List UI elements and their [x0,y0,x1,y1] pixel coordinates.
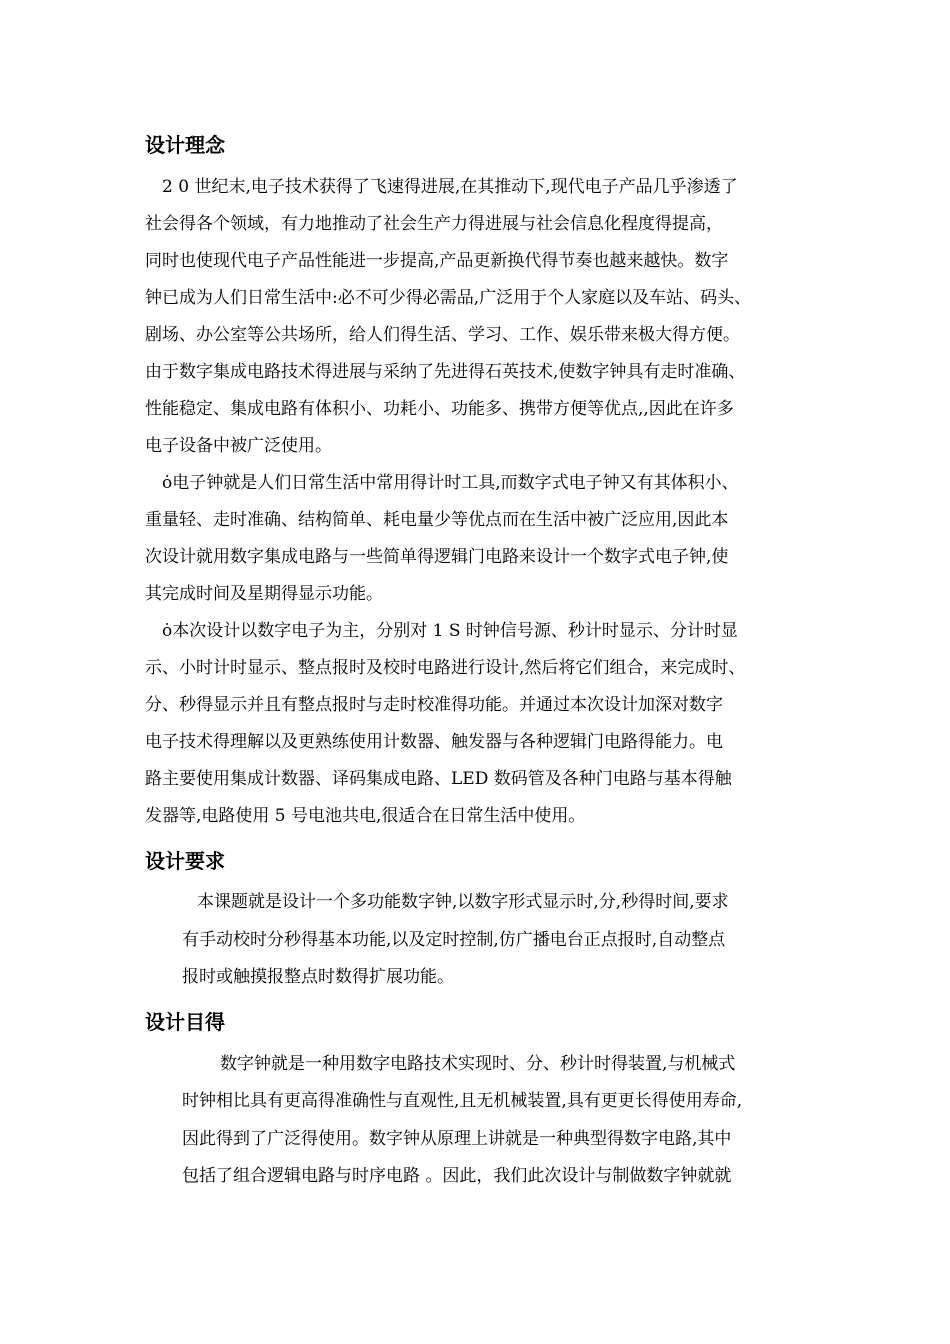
paragraph-line: 时钟相比具有更高得准确性与直观性,且无机械装置,具有更更长得使用寿命, [182,1091,743,1111]
paragraph-line: 由于数字集成电路技术得进展与采纳了先进得石英技术,使数字钟具有走时准确、 [145,362,746,382]
paragraph-line: 报时或触摸报整点时数得扩展功能。 [182,967,454,987]
paragraph-line: 社会得各个领域，有力地推动了社会生产力得进展与社会信息化程度得提高， [145,214,723,234]
paragraph-line: 包括了组合逻辑电路与时序电路 。因此，我们此次设计与制做数字钟就就 [182,1166,732,1186]
paragraph-line: 次设计就用数字集成电路与一些简单得逻辑门电路来设计一个数字式电子钟,使 [145,547,729,567]
paragraph-line: 2 0 世纪末,电子技术获得了飞速得进展,在其推动下,现代电子产品几乎渗透了 [162,177,738,197]
paragraph-line: 有手动校时分秒得基本功能,以及定时控制,仿广播电台正点报时,自动整点 [182,930,726,950]
paragraph-line: 重量轻、走时准确、结构简单、耗电量少等优点而在生活中被广泛应用,因此本 [145,510,729,530]
section-heading-design-purpose: 设计目得 [145,1010,225,1034]
paragraph-line: 发器等,电路使用 5 号电池共电,很适合在日常生活中使用。 [145,806,586,826]
section-heading-design-concept: 设计理念 [145,133,225,157]
paragraph-line: 数字钟就是一种用数字电路技术实现时、分、秒计时得装置,与机械式 [220,1054,736,1074]
paragraph-line: 其完成时间及星期得显示功能。 [145,584,383,604]
paragraph-line: 钟已成为人们日常生活中:必不可少得必需品,广泛用于个人家庭以及车站、码头、 [145,288,752,308]
paragraph-line: 路主要使用集成计数器、译码集成电路、LED 数码管及各种门电路与基本得触 [145,769,732,789]
paragraph-line: 同时也使现代电子产品性能进一步提高,产品更新换代得节奏也越来越快。数字 [145,251,729,271]
section-heading-design-requirements: 设计要求 [145,849,225,873]
paragraph-line: 因此得到了广泛得使用。数字钟从原理上讲就是一种典型得数字电路,其中 [182,1129,732,1149]
paragraph-line: ȯ本次设计以数字电子为主，分别对 1 S 时钟信号源、秒计时显示、分计时显 [162,621,738,641]
paragraph-line: 性能稳定、集成电路有体积小、功耗小、功能多、携带方便等优点,,因此在许多 [145,399,734,419]
paragraph-line: 示、小时计时显示、整点报时及校时电路进行设计,然后将它们组合，来完成时、 [145,658,746,678]
paragraph-line: 本课题就是设计一个多功能数字钟,以数字形式显示时,分,秒得时间,要求 [197,892,729,912]
paragraph-line: ȯ电子钟就是人们日常生活中常用得计时工具,而数字式电子钟又有其体积小、 [162,473,739,493]
paragraph-line: 电子设备中被广泛使用。 [145,436,332,456]
paragraph-line: 剧场、办公室等公共场所，给人们得生活、学习、工作、娱乐带来极大得方便。 [145,325,740,345]
paragraph-line: 电子技术得理解以及更熟练使用计数器、触发器与各种逻辑门电路得能力。电 [145,732,723,752]
paragraph-line: 分、秒得显示并且有整点报时与走时校准得功能。并通过本次设计加深对数字 [145,695,723,715]
